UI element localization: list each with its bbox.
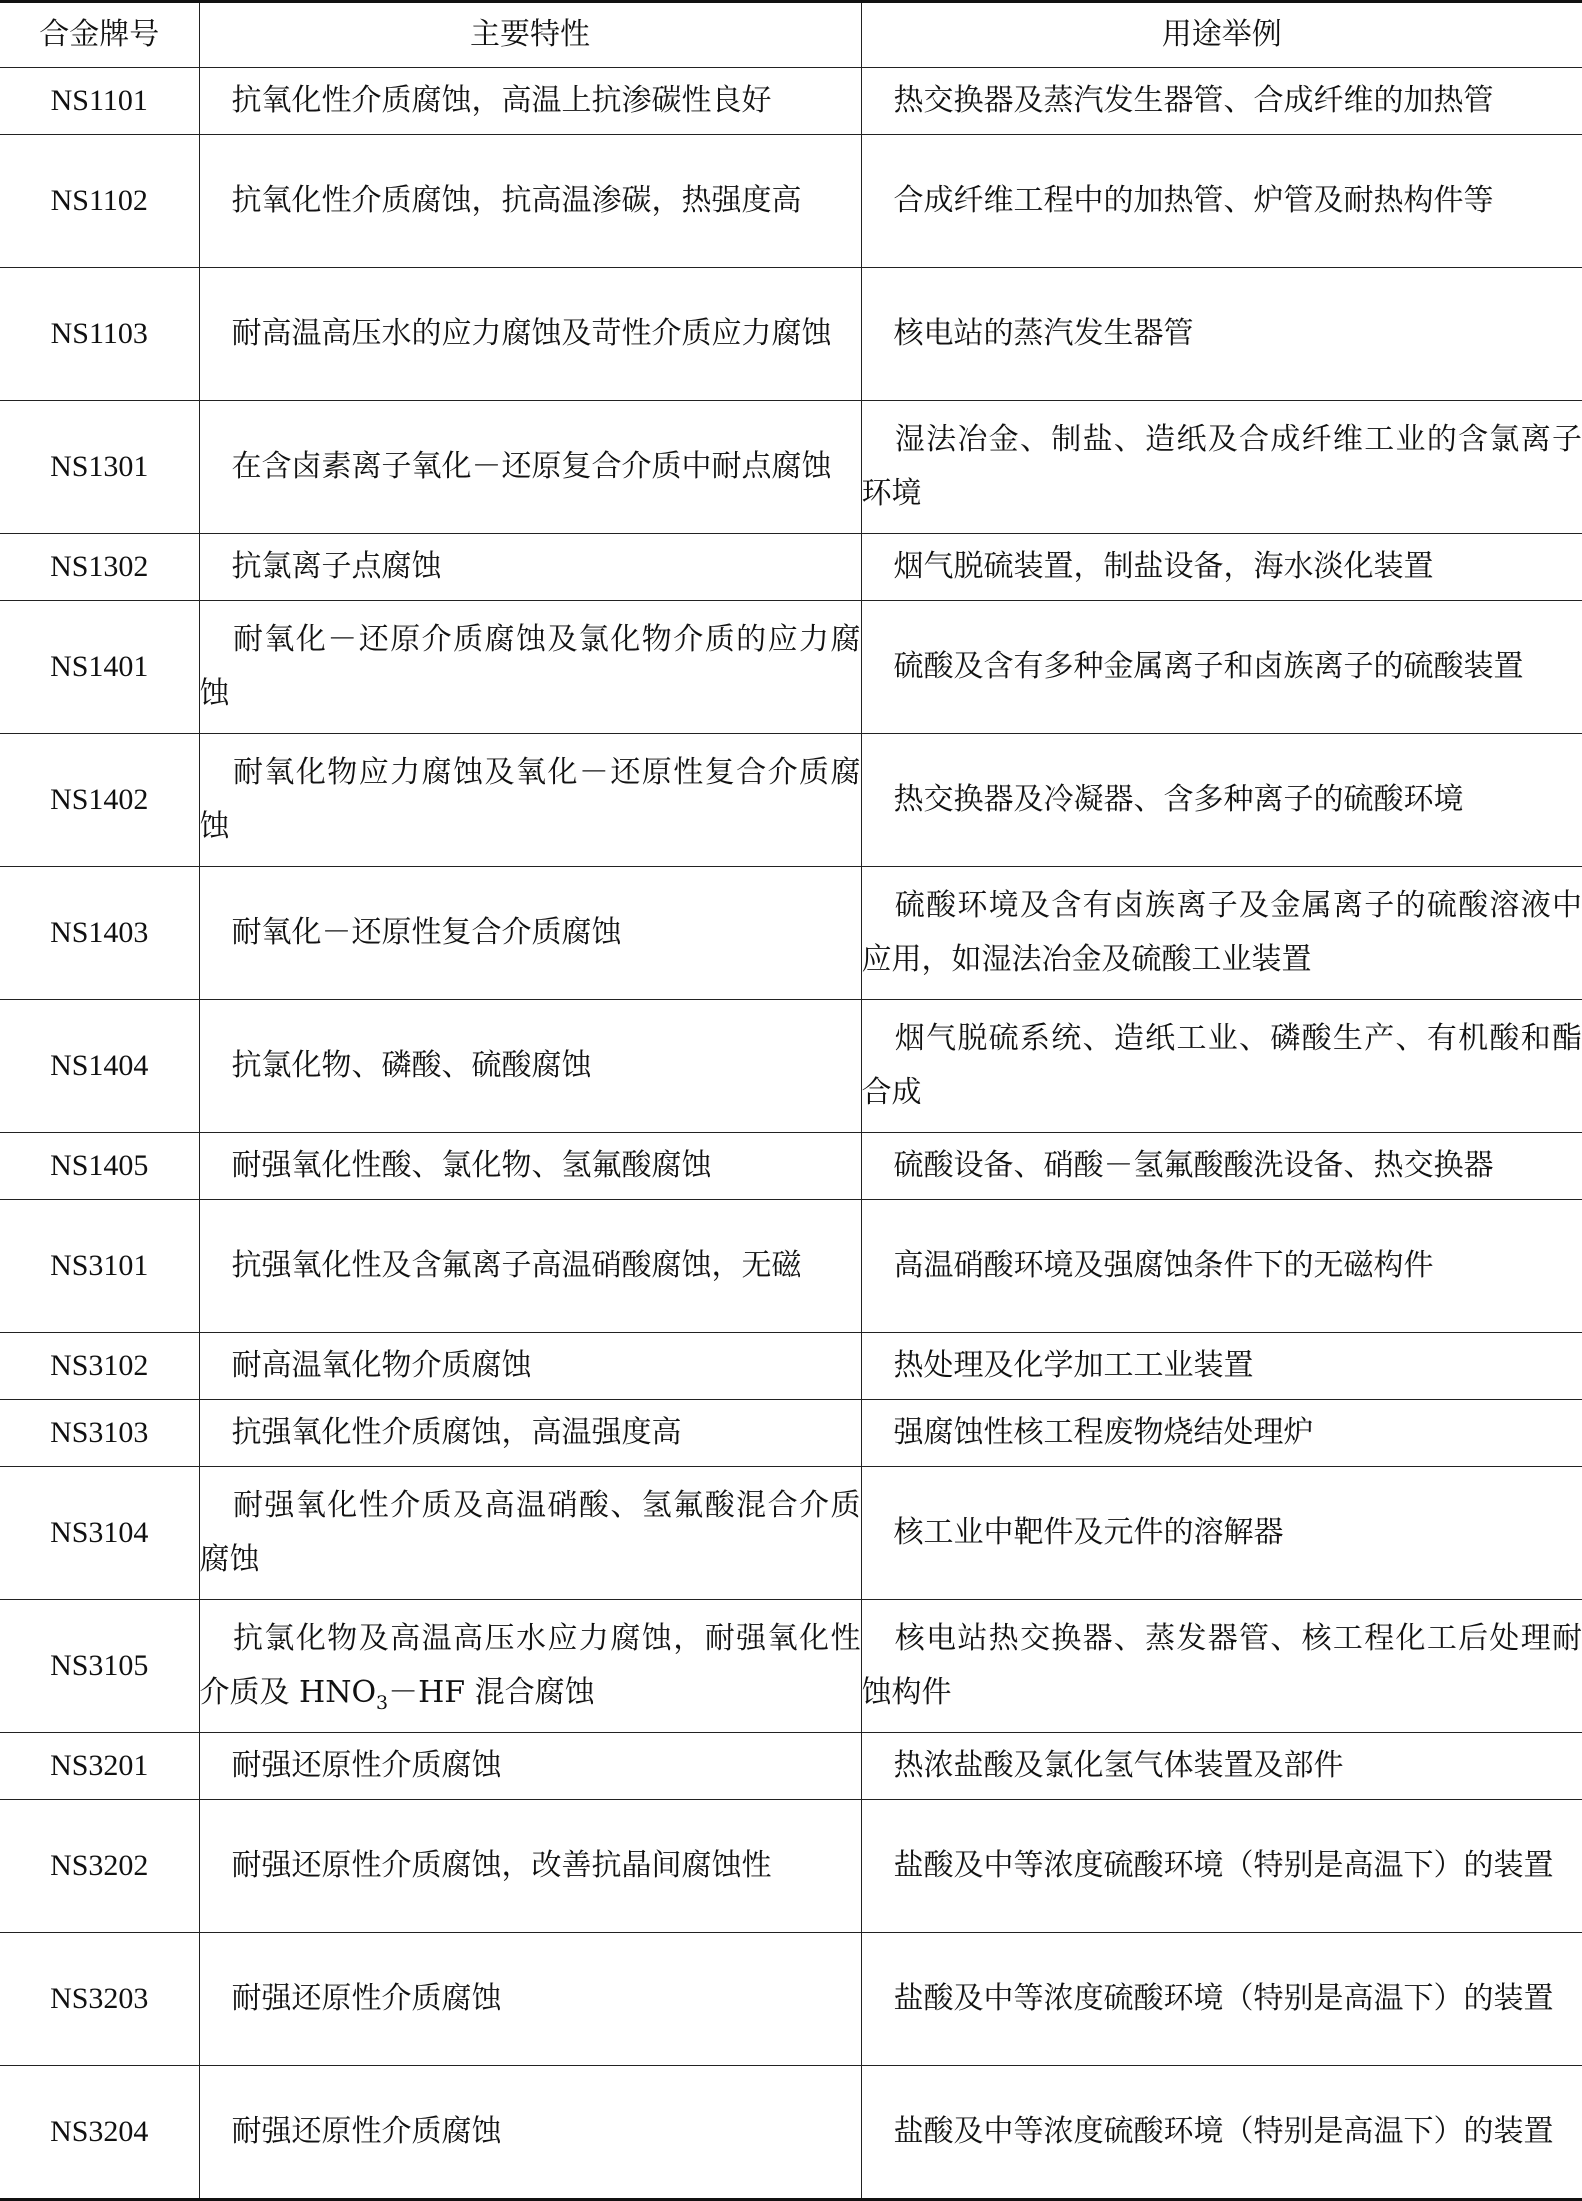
usage-cell [861,1467,1582,1600]
property-cell [199,601,861,734]
grade-cell: NS1301 [0,401,199,534]
grade-cell: NS1401 [0,601,199,734]
usage-text: 热交换器及冷凝器、含多种离子的硫酸环境 [894,782,1464,817]
grade-cell: NS1404 [0,1000,199,1133]
table-row [0,68,1582,135]
property-text: 耐氧化－还原介质腐蚀及氯化物介质的应力腐蚀 [200,622,861,711]
property-cell [199,1933,861,2066]
property-cell [199,1400,861,1467]
table-row [0,867,1582,1000]
usage-text: 烟气脱硫系统、造纸工业、磷酸生产、有机酸和酯合成 [862,1021,1582,1110]
grade-cell: NS1403 [0,867,199,1000]
table-row [0,1333,1582,1400]
table-row [0,2066,1582,2200]
property-cell [199,1000,861,1133]
property-cell [199,1800,861,1933]
property-text: 耐强还原性介质腐蚀，改善抗晶间腐蚀性 [232,1848,772,1883]
usage-text: 热浓盐酸及氯化氢气体装置及部件 [894,1748,1344,1783]
property-text: 耐强氧化性介质及高温硝酸、氢氟酸混合介质腐蚀 [200,1488,861,1577]
property-cell [199,1200,861,1333]
property-cell [199,534,861,601]
usage-text: 热交换器及蒸汽发生器管、合成纤维的加热管 [894,83,1494,118]
subscript-text: 3 [376,1692,388,1714]
table-row [0,1000,1582,1133]
usage-cell [861,534,1582,601]
property-text: 抗氧化性介质腐蚀，高温上抗渗碳性良好 [232,83,772,118]
table-row [0,1133,1582,1200]
usage-text: 合成纤维工程中的加热管、炉管及耐热构件等 [894,183,1494,218]
property-cell [199,401,861,534]
property-text: 抗氯离子点腐蚀 [232,549,442,584]
usage-cell [861,2066,1582,2200]
usage-text: 盐酸及中等浓度硫酸环境（特别是高温下）的装置 [894,1981,1554,2016]
property-cell [199,1600,861,1733]
usage-cell [861,401,1582,534]
table-row [0,401,1582,534]
grade-cell: NS3105 [0,1600,199,1733]
grade-cell: NS3201 [0,1733,199,1800]
usage-cell [861,268,1582,401]
grade-cell: NS3103 [0,1400,199,1467]
usage-cell [861,135,1582,268]
property-text: 抗氯化物及高温高压水应力腐蚀，耐强氧化性介质及 HNO [200,1621,861,1710]
property-text: 抗氯化物、磷酸、硫酸腐蚀 [232,1048,592,1083]
usage-text: 核电站热交换器、蒸发器管、核工程化工后处理耐蚀构件 [862,1621,1582,1710]
grade-cell: NS1302 [0,534,199,601]
usage-cell [861,1333,1582,1400]
property-text: 在含卤素离子氧化－还原复合介质中耐点腐蚀 [232,449,832,484]
grade-cell: NS1103 [0,268,199,401]
usage-cell [861,1400,1582,1467]
property-cell [199,734,861,867]
usage-cell [861,1733,1582,1800]
property-cell [199,268,861,401]
table-row [0,268,1582,401]
usage-text: 核电站的蒸汽发生器管 [894,316,1194,351]
property-text: 耐高温高压水的应力腐蚀及苛性介质应力腐蚀 [232,316,832,351]
usage-text: 硫酸设备、硝酸－氢氟酸酸洗设备、热交换器 [894,1148,1494,1183]
usage-cell [861,1133,1582,1200]
header-property: 主要特性 [199,2,861,68]
usage-cell [861,1000,1582,1133]
table-row [0,135,1582,268]
usage-cell [861,734,1582,867]
table-row [0,1467,1582,1600]
grade-cell: NS1101 [0,68,199,135]
grade-cell: NS3102 [0,1333,199,1400]
property-cell [199,1333,861,1400]
usage-cell [861,601,1582,734]
property-text: 耐强还原性介质腐蚀 [232,1748,502,1783]
property-text: 抗氧化性介质腐蚀，抗高温渗碳，热强度高 [232,183,802,218]
property-cell [199,1133,861,1200]
grade-cell: NS3203 [0,1933,199,2066]
usage-text: 高温硝酸环境及强腐蚀条件下的无磁构件 [894,1248,1434,1283]
table-row [0,734,1582,867]
property-text: 耐氧化物应力腐蚀及氧化－还原性复合介质腐蚀 [200,755,861,844]
usage-text: 硫酸及含有多种金属离子和卤族离子的硫酸装置 [894,649,1524,684]
header-row [0,2,1582,68]
table-row [0,1200,1582,1333]
property-text: 抗强氧化性及含氟离子高温硝酸腐蚀，无磁 [232,1248,802,1283]
usage-cell [861,1200,1582,1333]
usage-cell [861,68,1582,135]
property-text: 耐强还原性介质腐蚀 [232,2114,502,2149]
usage-text: 核工业中靶件及元件的溶解器 [894,1515,1284,1550]
property-cell [199,68,861,135]
property-cell [199,2066,861,2200]
usage-text: 热处理及化学加工工业装置 [894,1348,1254,1383]
usage-text: 湿法冶金、制盐、造纸及合成纤维工业的含氯离子环境 [862,422,1582,511]
property-text: 耐强氧化性酸、氯化物、氢氟酸腐蚀 [232,1148,712,1183]
property-cell [199,1467,861,1600]
property-text: 抗强氧化性介质腐蚀，高温强度高 [232,1415,682,1450]
grade-cell: NS3202 [0,1800,199,1933]
grade-cell: NS3204 [0,2066,199,2200]
property-cell [199,1733,861,1800]
usage-cell [861,1800,1582,1933]
property-cell [199,867,861,1000]
header-usage: 用途举例 [861,2,1582,68]
usage-text: 硫酸环境及含有卤族离子及金属离子的硫酸溶液中应用，如湿法冶金及硫酸工业装置 [862,888,1582,977]
table-row [0,1400,1582,1467]
usage-text: 盐酸及中等浓度硫酸环境（特别是高温下）的装置 [894,1848,1554,1883]
usage-cell [861,1933,1582,2066]
table-row [0,1600,1582,1733]
table-row [0,601,1582,734]
property-text-tail: －HF 混合腐蚀 [388,1675,595,1710]
grade-cell: NS3101 [0,1200,199,1333]
grade-cell: NS1402 [0,734,199,867]
property-text: 耐高温氧化物介质腐蚀 [232,1348,532,1383]
property-text: 耐强还原性介质腐蚀 [232,1981,502,2016]
property-cell [199,135,861,268]
table-row [0,1933,1582,2066]
header-grade: 合金牌号 [0,2,199,68]
table-row [0,1800,1582,1933]
usage-cell [861,1600,1582,1733]
grade-cell: NS1405 [0,1133,199,1200]
usage-text: 盐酸及中等浓度硫酸环境（特别是高温下）的装置 [894,2114,1554,2149]
usage-text: 强腐蚀性核工程废物烧结处理炉 [894,1415,1314,1450]
usage-cell [861,867,1582,1000]
table-row [0,1733,1582,1800]
usage-text: 烟气脱硫装置，制盐设备，海水淡化装置 [894,549,1434,584]
table-row [0,534,1582,601]
grade-cell: NS1102 [0,135,199,268]
property-text: 耐氧化－还原性复合介质腐蚀 [232,915,622,950]
grade-cell: NS3104 [0,1467,199,1600]
